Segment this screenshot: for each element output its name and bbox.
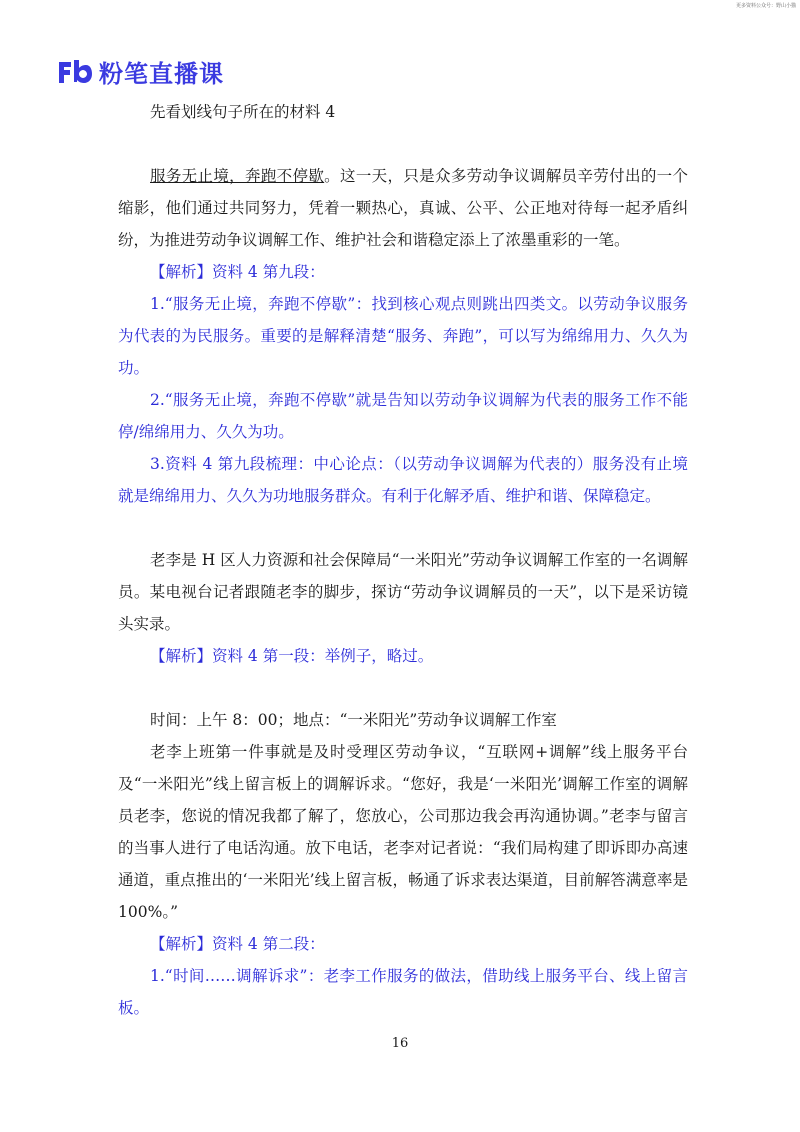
- paragraph-work: 老李上班第一件事就是及时受理区劳动争议，“互联网+调解”线上服务平台及“一米阳光”线上留言板上的调解诉求。“您好，我是‘一米阳光’调解工作室的调解员老李，您说的情况我都了解了，您放心，公司那边我会再沟通协调。”老李与留言的当事人进行了电话沟通。放下电话，老李对记者说：“我们局构建了即诉即办高速通道，重点推出的‘一米阳光’线上留言板，畅通了诉求表达渠道，目前解答满意率是 100%。”: [118, 743, 688, 921]
- fb-logo-icon: [57, 58, 93, 86]
- logo-text: 粉笔直播课: [99, 60, 224, 88]
- spacer: [118, 128, 688, 160]
- analysis-heading: 【解析】资料 4 第一段：举例子，略过。: [150, 647, 434, 665]
- paragraph-intro: 先看划线句子所在的材料 4: [150, 103, 336, 121]
- paragraph-laoli: 老李是 H 区人力资源和社会保障局“一米阳光”劳动争议调解工作室的一名调解员。某电视台记者跟随老李的脚步，探访“劳动争议调解员的一天”，以下是采访镜头实录。: [118, 551, 688, 633]
- brand-logo: [57, 54, 224, 89]
- spacer: [118, 512, 688, 544]
- analysis-heading: 【解析】资料 4 第二段：: [150, 935, 325, 953]
- paragraph-material: [118, 160, 688, 256]
- analysis-heading: 【解析】资料 4 第九段：: [150, 263, 325, 281]
- analysis-point-1: 1.“服务无止境，奔跑不停歇”：找到核心观点则跳出四类文。以劳动争议服务为代表的为民服务。重要的是解释清楚“服务、奔跑”，可以写为绵绵用力、久久为功。: [118, 295, 688, 377]
- spacer: [118, 672, 688, 704]
- paragraph-time-place: 时间：上午 8：00；地点：“一米阳光”劳动争议调解工作室: [150, 711, 557, 729]
- analysis-point-3: 3.资料 4 第九段梳理：中心论点：（以劳动争议调解为代表的）服务没有止境就是绵绵用力、久久为功地服务群众。有利于化解矛盾、维护和谐、保障稳定。: [118, 455, 688, 505]
- document-body: [118, 96, 688, 1024]
- analysis-point-1: 1.“时间……调解诉求”：老李工作服务的做法，借助线上服务平台、线上留言板。: [118, 967, 688, 1017]
- underlined-sentence: 服务无止境，奔跑不停歇: [150, 167, 325, 185]
- page-number: 16: [391, 1036, 409, 1051]
- analysis-point-2: 2.“服务无止境，奔跑不停歇”就是告知以劳动争议调解为代表的服务工作不能停/绵绵用力、久久为功。: [118, 391, 688, 441]
- corner-note: 更多资料公众号：野山小猫: [735, 3, 796, 9]
- paragraph-rest: 。这一天，只是众多劳动争议调解员辛劳付出的一个缩影，他们通过共同努力，凭着一颗热心，真诚、公平、公正地对待每一起矛盾纠纷，为推进劳动争议调解工作、维护社会和谐稳定添上了浓墨重彩的一笔。: [118, 167, 688, 249]
